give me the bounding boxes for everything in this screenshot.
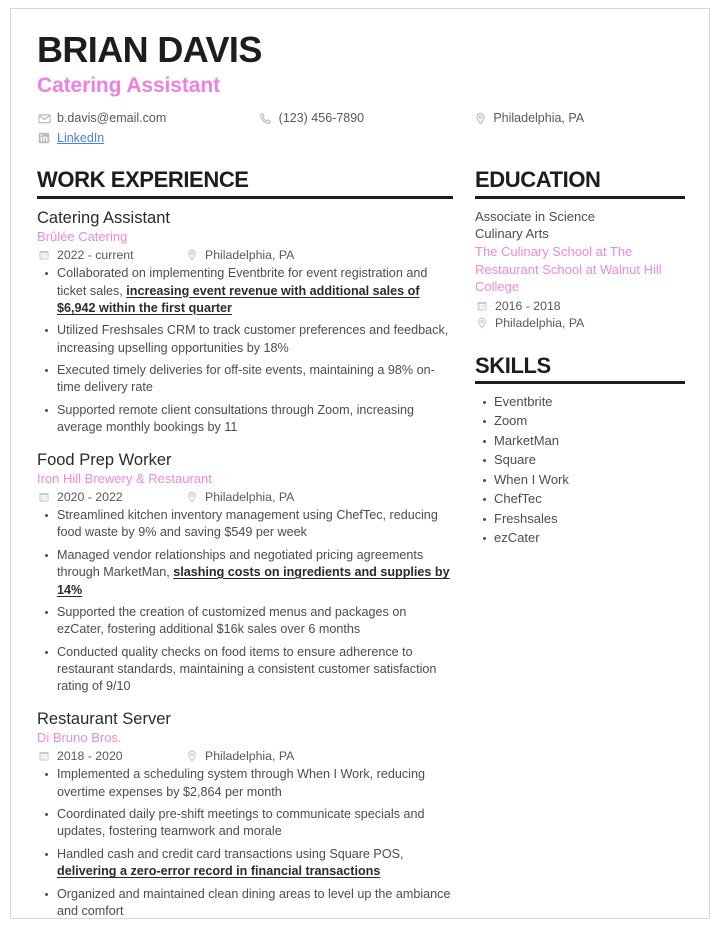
skill-item: ChefTec: [475, 490, 685, 508]
location-pin-icon: [475, 316, 489, 330]
experience-dates-text: 2020 - 2022: [57, 490, 123, 505]
education-school: The Culinary School at The Restaurant School at Walnut Hill College: [475, 244, 662, 295]
candidate-job-title: Catering Assistant: [37, 73, 220, 97]
bullet-text: Implemented a scheduling system through When I Work, reducing overtime expenses by $2,864 per month: [57, 767, 425, 799]
work-experience-entries: [37, 208, 453, 919]
skill-item: Zoom: [475, 412, 685, 430]
experience-bullet: [37, 362, 453, 397]
experience-bullet: [37, 265, 453, 317]
bullet-text: Organized and maintained clean dining areas to level up the ambiance and comfort: [57, 886, 451, 918]
bullet-text: Streamlined kitchen inventory management using ChefTec, reducing food waste by 9% and saving $549 per week: [57, 508, 438, 540]
experience-company: Iron Hill Brewery & Restaurant: [37, 471, 212, 487]
calendar-icon: [37, 749, 51, 763]
resume-header: [37, 31, 683, 146]
experience-location-text: Philadelphia, PA: [205, 248, 295, 263]
location-pin-icon: [185, 248, 199, 262]
education-entries: [475, 208, 685, 330]
experience-location: [185, 248, 294, 262]
experience-bullet: [37, 644, 453, 696]
experience-location-text: Philadelphia, PA: [205, 490, 295, 505]
bullet-text: Coordinated daily pre-shift meetings to communicate specials and updates, fostering teamwork and morale: [57, 807, 425, 839]
skills-rule: [475, 381, 685, 384]
right-column: [475, 168, 685, 548]
section-education: [475, 168, 685, 329]
linkedin-icon: [37, 131, 51, 145]
skill-item: When I Work: [475, 471, 685, 489]
experience-bullet: [37, 322, 453, 357]
experience-bullet: [37, 507, 453, 542]
bullet-text: Collaborated on implementing Eventbrite for event registration and ticket sales,: [57, 266, 428, 298]
location-pin-icon: [185, 749, 199, 763]
experience-bullet: [37, 604, 453, 639]
skill-item: Square: [475, 451, 685, 469]
experience-bullet: [37, 886, 453, 919]
contact-row-primary: [37, 110, 683, 126]
bullet-text: Utilized Freshsales CRM to track customer preferences and feedback, increasing upselling opportunities by 18%: [57, 323, 449, 355]
contact-location-text: Philadelphia, PA: [493, 110, 585, 125]
experience-dates: [37, 248, 185, 262]
calendar-icon: [475, 299, 489, 313]
contact-email-text: b.davis@email.com: [57, 110, 167, 125]
experience-dates: [37, 749, 185, 763]
contact-email[interactable]: [37, 110, 259, 126]
bullet-text: Executed timely deliveries for off-site events, maintaining a 98% on-time delivery rate: [57, 363, 435, 395]
contact-linkedin-link[interactable]: LinkedIn: [57, 131, 105, 146]
experience-bullet: [37, 402, 453, 437]
skills-list: [475, 393, 685, 548]
experience-location: [185, 749, 294, 763]
education-rule: [475, 196, 685, 199]
bullet-text: Handled cash and credit card transactions using Square POS,: [57, 846, 404, 861]
experience-role: Restaurant Server: [37, 709, 171, 728]
skill-item: ezCater: [475, 529, 685, 547]
location-pin-icon: [473, 111, 487, 125]
bullet-text: Supported the creation of customized menus and packages on ezCater, fostering additional $16k sales over 6 months: [57, 604, 407, 637]
contact-linkedin[interactable]: [37, 130, 259, 146]
experience-dates: [37, 490, 185, 504]
experience-company: Di Bruno Bros.: [37, 730, 122, 746]
left-column: [37, 168, 453, 919]
location-pin-icon: [185, 490, 199, 504]
calendar-icon: [37, 248, 51, 262]
experience-meta: [37, 749, 453, 763]
contact-phone-text: (123) 456-7890: [278, 110, 365, 125]
section-skills: [475, 354, 685, 548]
education-entry: [475, 208, 685, 330]
experience-meta: [37, 248, 453, 262]
experience-bullet: [37, 806, 453, 841]
contact-location: [473, 110, 683, 126]
experience-entry: [37, 450, 453, 696]
skills-heading: SKILLS: [475, 352, 551, 378]
education-field: Culinary Arts: [475, 226, 549, 242]
calendar-icon: [37, 490, 51, 504]
experience-bullet: [37, 766, 453, 801]
envelope-icon: [37, 111, 51, 125]
experience-bullet: [37, 846, 453, 881]
skill-item: Eventbrite: [475, 393, 685, 411]
resume-body: [37, 168, 683, 919]
education-location: [475, 316, 685, 330]
experience-company: Brûlée Catering: [37, 229, 128, 245]
contact-phone[interactable]: [259, 110, 474, 126]
phone-icon: [259, 111, 273, 125]
experience-dates-text: 2022 - current: [57, 248, 134, 263]
contact-info: [37, 110, 683, 147]
education-dates: [475, 299, 685, 313]
skill-item: MarketMan: [475, 432, 685, 450]
bullet-highlight: slashing costs on ingredients and supplies by 14%: [57, 565, 450, 597]
experience-entry: [37, 709, 453, 919]
section-work-experience: [37, 168, 453, 919]
experience-location-text: Philadelphia, PA: [205, 749, 295, 764]
education-heading: EDUCATION: [475, 167, 601, 193]
work-experience-heading: WORK EXPERIENCE: [37, 167, 249, 193]
contact-row-secondary: [37, 130, 683, 146]
experience-role: Catering Assistant: [37, 208, 170, 227]
experience-role: Food Prep Worker: [37, 450, 172, 469]
bullet-text: Supported remote client consultations through Zoom, increasing average monthly bookings by 11: [57, 402, 415, 435]
experience-bullets: [37, 766, 453, 919]
experience-bullets: [37, 507, 453, 696]
experience-meta: [37, 490, 453, 504]
education-location-text: Philadelphia, PA: [495, 315, 585, 330]
experience-location: [185, 490, 294, 504]
experience-entry: [37, 208, 453, 437]
bullet-highlight: delivering a zero-error record in financial transactions: [57, 864, 381, 879]
candidate-name: BRIAN DAVIS: [37, 29, 262, 70]
experience-dates-text: 2018 - 2020: [57, 749, 123, 764]
experience-bullet: [37, 547, 453, 599]
education-dates-text: 2016 - 2018: [495, 298, 561, 313]
work-experience-rule: [37, 196, 453, 199]
experience-bullets: [37, 265, 453, 436]
bullet-text: Managed vendor relationships and negotiated pricing agreements through MarketMan,: [57, 547, 424, 580]
bullet-highlight: increasing event revenue with additional sales of $6,942 within the first quarter: [57, 283, 420, 315]
resume-page: [10, 8, 710, 919]
skill-item: Freshsales: [475, 510, 685, 528]
bullet-text: Conducted quality checks on food items to ensure adherence to restaurant standards, maintaining a consistent customer satisfaction rating of 9/10: [57, 644, 437, 694]
education-degree: Associate in Science: [475, 208, 595, 224]
